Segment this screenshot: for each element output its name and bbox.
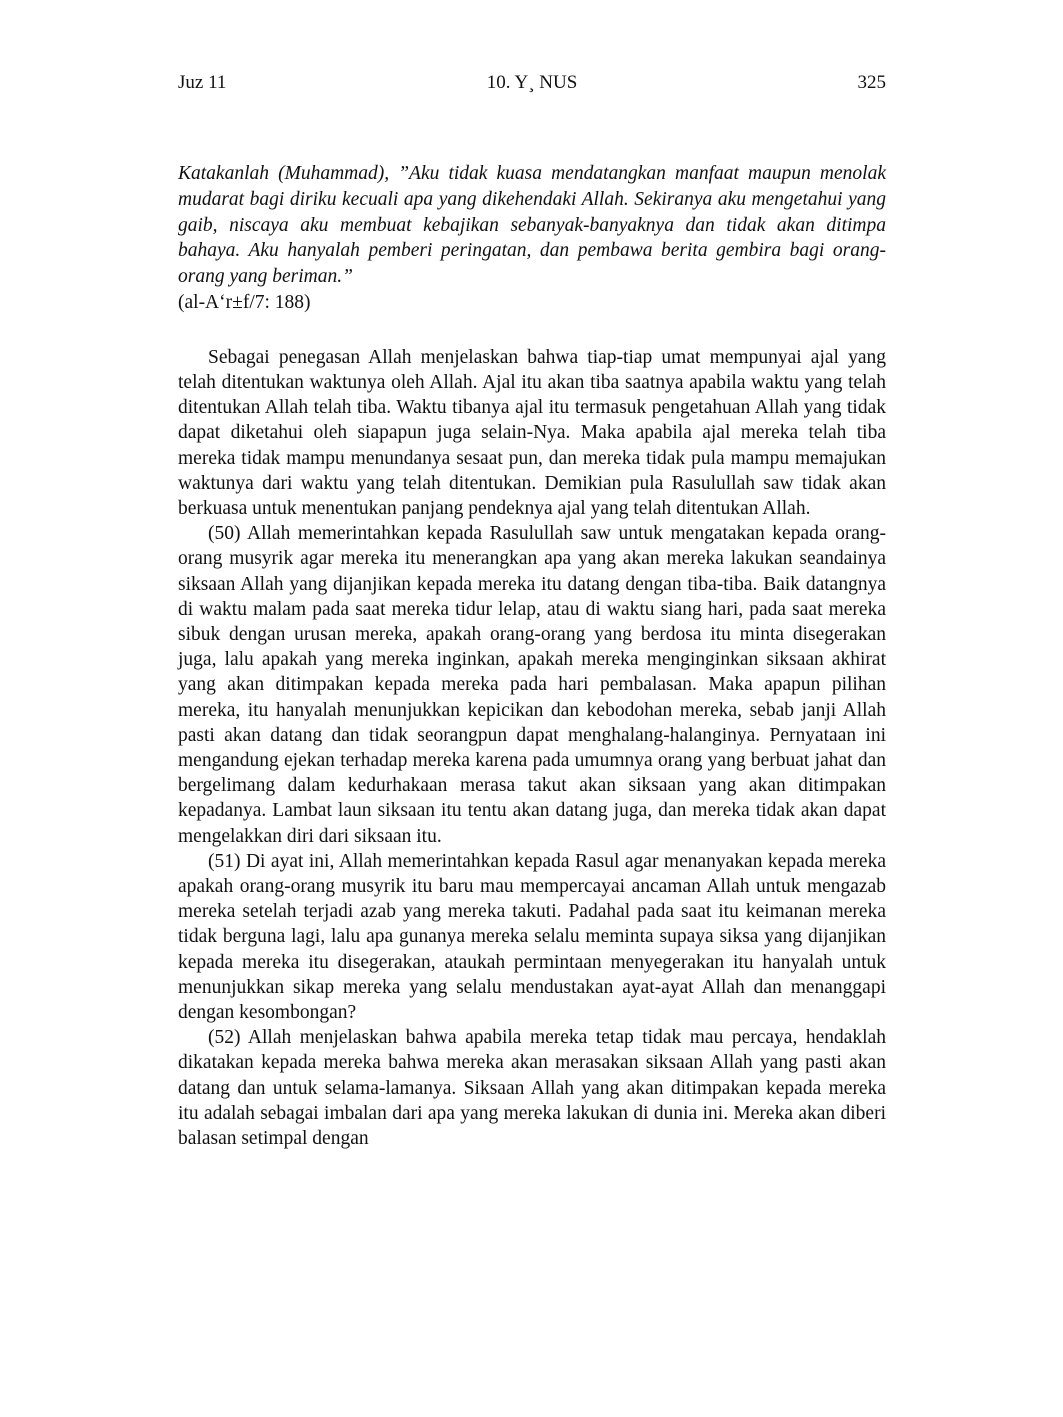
paragraph: (52) Allah menjelaskan bahwa apabila mereka tetap tidak mau percaya, hendaklah dikatakan kepada mereka bahwa mereka akan merasakan siksaan Allah yang pasti akan datang dan untuk selama-lamanya. Siksaan Allah yang akan ditimpakan kepada mereka itu adalah sebagai imbalan dari apa yang mereka lakukan di dunia ini. Mereka akan diberi balasan setimpal dengan — [178, 1027, 886, 1150]
verse-reference: (al-A‘r±f/7: 188) — [178, 291, 311, 313]
paragraph: (50) Allah memerintahkan kepada Rasulullah saw untuk mengatakan kepada orang-orang musyrik agar mereka itu menerangkan apa yang akan mereka lakukan seandainya siksaan Allah yang dijanjikan kepada mereka itu datang dengan tiba-tiba. Baik datangnya di waktu malam pada saat mereka tidur lelap, atau di waktu siang hari, pada saat mereka sibuk dengan urusan mereka, apakah orang-orang yang berdosa itu minta disegerakan juga, lalu apakah yang mereka inginkan, apakah mereka menginginkan siksaan akhirat yang akan ditimpakan kepada mereka pada hari pembalasan. Maka apapun pilihan mereka, itu hanyalah menunjukkan kepicikan dan kebodohan mereka, sebab janji Allah pasti akan datang dan tidak seorangpun dapat menghalang-halanginya. Pernyataan ini mengandung ejekan terhadap mereka karena pada umumnya orang yang berbuat jahat dan bergelimang dalam kedurhakaan merasa takut akan siksaan yang akan ditimpakan kepadanya. Lambat laun siksaan itu tentu akan datang juga, dan mereka tidak akan dapat mengelakkan diri dari siksaan itu. — [178, 523, 886, 847]
page-number: 325 — [857, 72, 886, 93]
paragraph: (51) Di ayat ini, Allah memerintahkan kepada Rasul agar menanyakan kepada mereka apakah orang-orang musyrik itu baru mau mempercayai ancaman Allah untuk mengazab mereka setelah terjadi azab yang mereka takuti. Padahal pada saat itu keimanan mereka tidak berguna lagi, lalu apa gunanya mereka selalu meminta supaya siksa yang dijanjikan kepada mereka itu disegerakan, ataukah permintaan menyegerakan itu hanyalah untuk menunjukkan sikap mereka yang selalu mendustakan ayat-ayat Allah dan menanggapi dengan kesombongan? — [178, 850, 886, 1024]
juz-label: Juz 11 — [178, 72, 227, 93]
verse-text: Katakanlah (Muhammad), ”Aku tidak kuasa mendatangkan manfaat maupun menolak mudarat bagi diriku kecuali apa yang dikehendaki Allah. Sekiranya aku mengetahui yang gaib, niscaya aku membuat kebajikan sebanyak-banyaknya dan tidak akan ditimpa bahaya. Aku hanyalah pemberi peringatan, dan pembawa berita gembira bagi orang-orang yang beriman.” — [178, 163, 886, 288]
verse-translation — [178, 161, 886, 316]
surah-title: 10. Y¸ NUS — [486, 72, 578, 93]
running-head — [178, 72, 886, 104]
commentary — [178, 345, 886, 1152]
page — [178, 72, 886, 1151]
paragraph: Sebagai penegasan Allah menjelaskan bahwa tiap-tiap umat mempunyai ajal yang telah ditentukan waktunya oleh Allah. Ajal itu akan tiba saatnya apabila waktu yang telah ditentukan Allah telah tiba. Waktu tibanya ajal itu termasuk pengetahuan Allah yang tidak dapat diketahui oleh siapapun juga selain-Nya. Maka apabila ajal mereka telah tiba mereka tidak mampu menundanya sesaat pun, dan mereka tidak pula mampu memajukan waktunya dari waktu yang telah ditentukan. Demikian pula Rasulullah saw tidak akan berkuasa untuk menentukan panjang pendeknya ajal yang telah ditentukan Allah. — [178, 346, 886, 519]
